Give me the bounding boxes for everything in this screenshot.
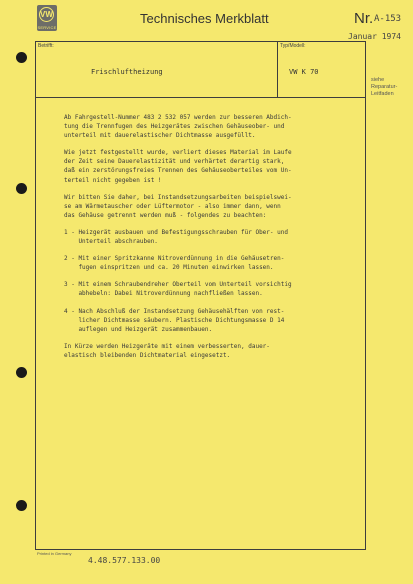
punch-hole bbox=[16, 52, 27, 63]
printed-in-label: Printed in Germany bbox=[37, 551, 72, 556]
document-title: Technisches Merkblatt bbox=[140, 11, 269, 26]
field-divider bbox=[277, 41, 278, 97]
vw-logo-caption: SERVICE bbox=[37, 25, 57, 30]
paragraph: Wie jetzt festgestellt wurde, verliert dieses Material im Laufe der Zeit seine Dauerelastizität und verhärtet derartig stark, daß ein zerstörungsfreies Trennen des Gehäuseoberteiles vom Un- terteil nicht gegeben ist ! bbox=[64, 149, 292, 184]
vw-logo bbox=[37, 5, 57, 31]
punch-hole bbox=[16, 500, 27, 511]
document-date: Januar 1974 bbox=[348, 32, 401, 41]
list-item: 4 - Nach Abschluß der Instandsetzung Gehäusehälften von rest- licher Dichtmasse säubern. Plastische Dichtungsmasse D 14 auflegen und Heizgerät zusammenbauen. bbox=[64, 307, 285, 333]
part-number: 4.48.577.133.00 bbox=[88, 556, 161, 565]
paragraph: Wir bitten Sie daher, bei Instandsetzungsarbeiten beispielswei- se am Wärmetauscher oder Lüftermotor - also immer dann, wenn das Gehäuse getrennt werden muß - folgendes zu beachten: bbox=[64, 193, 292, 219]
document-number-label: Nr. bbox=[354, 10, 374, 27]
list-item: 1 - Heizgerät ausbauen und Befestigungsschrauben für Ober- und Unterteil abschrauben. bbox=[64, 228, 288, 246]
betrifft-label: Betrifft: bbox=[38, 43, 54, 49]
typ-label: Typ/Modell: bbox=[280, 43, 306, 49]
paragraph: Ab Fahrgestell-Nummer 483 2 532 057 werden zur besseren Abdich- tung die Trennfugen des Heizgerätes zwischen Gehäuseober- und unterteil mit dauerelastischer Dichtmasse ausgefüllt. bbox=[64, 114, 292, 140]
paragraph: In Kürze werden Heizgeräte mit einem verbesserten, dauer- elastisch bleibenden Dichtmaterial eingesetzt. bbox=[64, 342, 270, 359]
betrifft-value: Frischluftheizung bbox=[91, 68, 163, 76]
punch-hole bbox=[16, 183, 27, 194]
body-text bbox=[64, 113, 364, 368]
punch-hole bbox=[16, 367, 27, 378]
typ-value: VW K 70 bbox=[289, 68, 319, 76]
list-item: 3 - Mit einem Schraubendreher Oberteil vom Unterteil vorsichtig abhebeln: Dabei Nitroverdünnung nachfließen lassen. bbox=[64, 281, 292, 298]
vw-logo-emblem: VW bbox=[39, 7, 54, 22]
document-number: A-153 bbox=[374, 14, 402, 24]
list-item: 2 - Mit einer Spritzkanne Nitroverdünnung in die Gehäusetren- fugen einspritzen und ca. 20 Minuten einwirken lassen. bbox=[64, 255, 285, 272]
side-note: siehe Reparatur-Leitfaden bbox=[371, 77, 398, 97]
header-divider bbox=[35, 97, 366, 98]
